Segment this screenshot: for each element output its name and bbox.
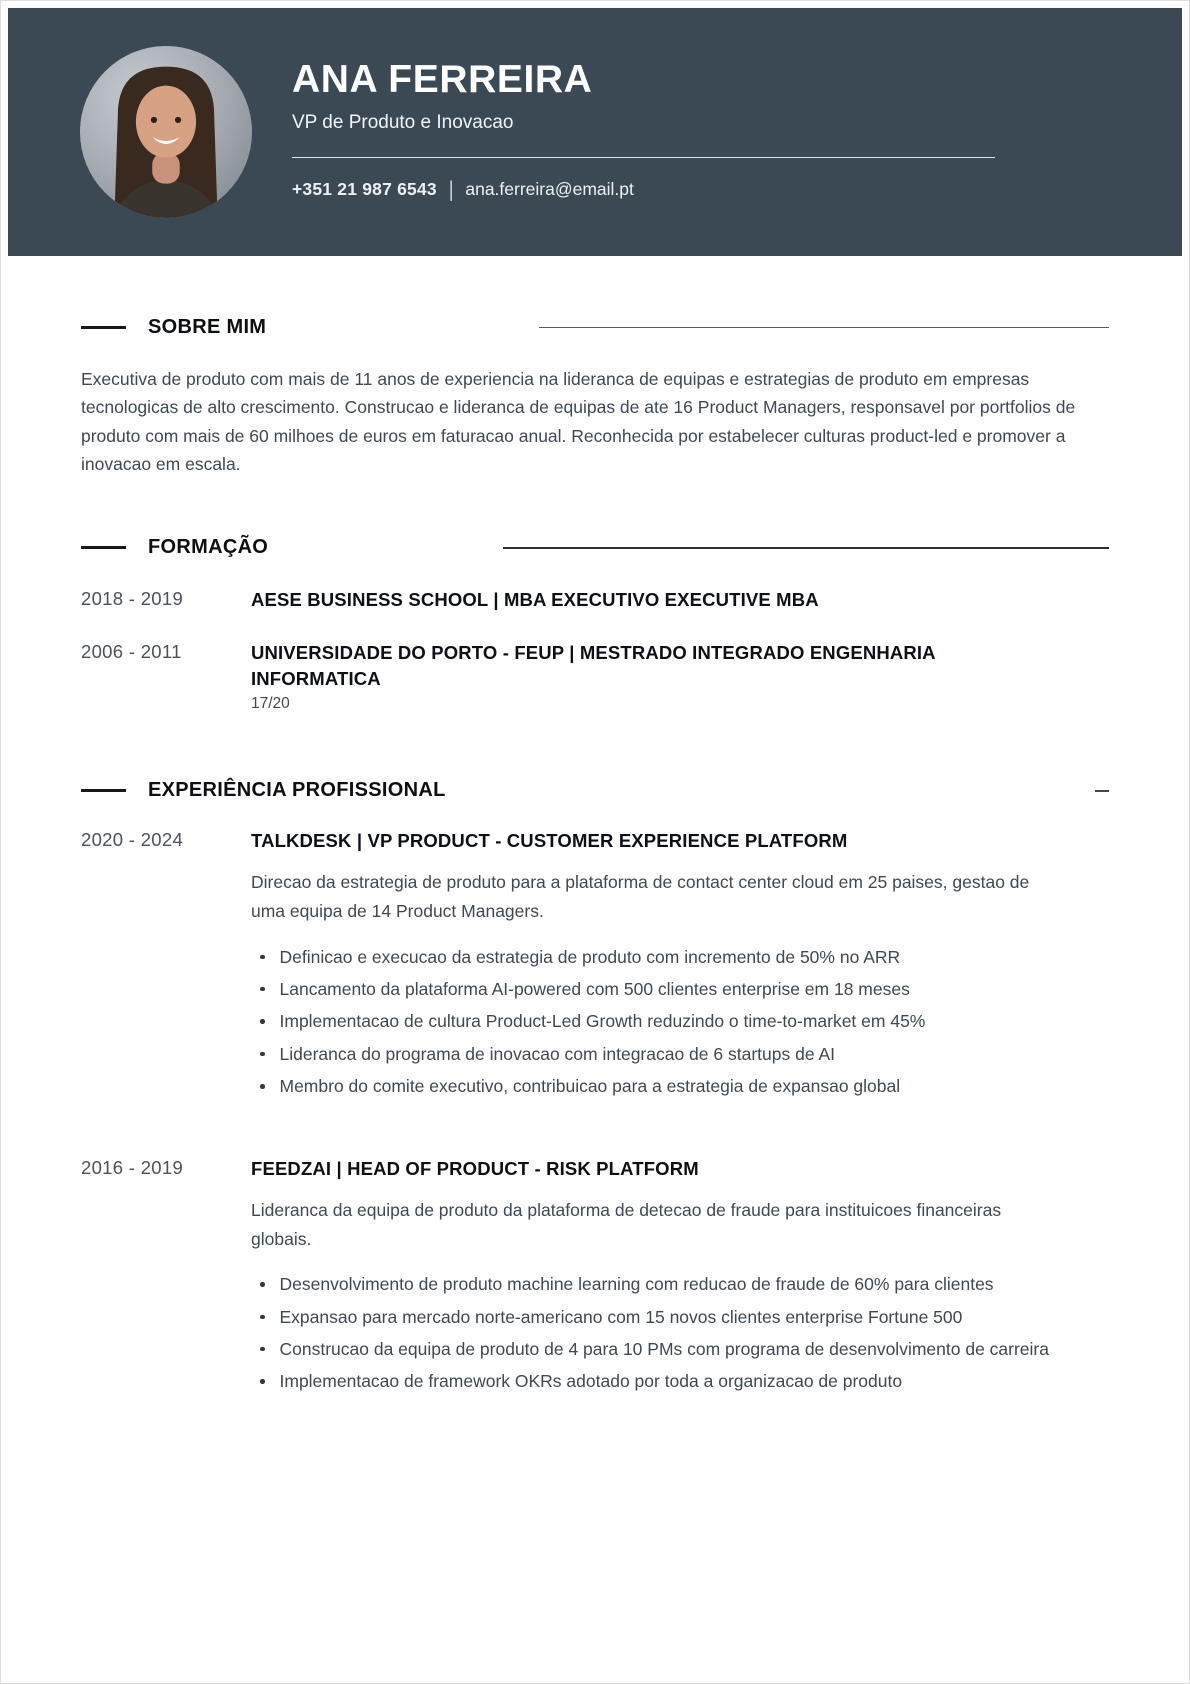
section-rule — [1095, 790, 1109, 792]
bullet-text: Lideranca do programa de inovacao com integracao de 6 startups de AI — [279, 1043, 835, 1064]
section-rule — [539, 327, 1109, 329]
education-item — [81, 640, 1109, 714]
bullet-item — [251, 1269, 1061, 1299]
experience-list — [81, 828, 1109, 1399]
phone-number: +351 21 987 6543 — [292, 179, 437, 200]
experience-period: 2016 - 2019 — [81, 1156, 184, 1178]
bullet-item — [251, 1006, 1061, 1036]
bullet-dot — [260, 1315, 265, 1320]
section-education-header — [81, 536, 1109, 559]
email-address: ana.ferreira@email.pt — [465, 179, 634, 200]
experience-period: 2020 - 2024 — [81, 829, 184, 851]
bullet-text: Definicao e execucao da estrategia de produto com incremento de 50% no ARR — [279, 946, 901, 967]
section-rule — [503, 547, 1109, 549]
section-experience — [81, 779, 1109, 1399]
bullet-item — [251, 1071, 1061, 1101]
bullet-text: Lancamento da plataforma AI-powered com 500 clientes enterprise em 18 meses — [279, 978, 910, 999]
profile-photo-illustration — [80, 46, 252, 218]
experience-detail — [251, 828, 1109, 1104]
bullet-text: Desenvolvimento de produto machine learning com reducao de fraude de 60% para clientes — [279, 1274, 994, 1295]
contact-separator: | — [448, 176, 454, 202]
section-about-header — [81, 316, 1109, 339]
bullet-dot — [260, 955, 265, 960]
education-title: UNIVERSIDADE DO PORTO - FEUP | MESTRADO INTEGRADO ENGENHARIA INFORMATICA — [251, 641, 935, 689]
education-detail — [251, 587, 1109, 613]
bullet-dot — [260, 987, 265, 992]
bullet-text: Implementacao de framework OKRs adotado por toda a organizacao de produto — [279, 1371, 903, 1392]
bullet-item — [251, 1366, 1061, 1396]
section-about-title: SOBRE MIM — [148, 316, 267, 338]
bullet-item — [251, 942, 1061, 972]
header-divider — [292, 157, 995, 158]
education-title: AESE BUSINESS SCHOOL | MBA EXECUTIVO EXECUTIVE MBA — [251, 589, 819, 611]
section-dash-icon — [81, 789, 126, 792]
bullet-dot — [260, 1019, 265, 1024]
section-experience-title: EXPERIÊNCIA PROFISSIONAL — [148, 779, 446, 802]
bullet-dot — [260, 1282, 265, 1287]
bullet-dot — [260, 1379, 265, 1384]
bullet-text: Implementacao de cultura Product-Led Growth reduzindo o time-to-market em 45% — [279, 1011, 926, 1032]
name-heading: ANA FERREIRA — [292, 57, 593, 101]
education-period: 2006 - 2011 — [81, 640, 182, 662]
resume-body — [81, 316, 1109, 1399]
experience-title: TALKDESK | VP PRODUCT - CUSTOMER EXPERIENCE PLATFORM — [251, 830, 848, 852]
profile-photo — [80, 46, 252, 218]
bullet-text: Expansao para mercado norte-americano com 15 novos clientes enterprise Fortune 500 — [279, 1306, 963, 1327]
education-detail — [251, 640, 1109, 714]
section-dash-icon — [81, 546, 126, 549]
bullet-item — [251, 974, 1061, 1004]
header-text-block — [292, 57, 995, 202]
bullet-dot — [260, 1347, 265, 1352]
experience-item — [81, 1156, 1109, 1399]
education-grade: 17/20 — [251, 695, 290, 713]
bullet-item — [251, 1039, 1061, 1069]
bullet-dot — [260, 1052, 265, 1057]
job-title: VP de Produto e Inovacao — [292, 112, 514, 134]
resume-header — [8, 8, 1182, 256]
experience-description: Lideranca da equipa de produto da plataforma de detecao de fraude para instituicoes financeiras globais. — [251, 1199, 1002, 1250]
section-experience-header — [81, 779, 1109, 802]
section-dash-icon — [81, 326, 126, 329]
experience-bullet-list — [251, 1269, 1061, 1397]
experience-bullet-list — [251, 942, 1061, 1102]
experience-item — [81, 828, 1109, 1104]
education-period: 2018 - 2019 — [81, 588, 184, 610]
bullet-text: Construcao da equipa de produto de 4 para 10 PMs com programa de desenvolvimento de carreira — [279, 1338, 1049, 1359]
bullet-dot — [260, 1084, 265, 1089]
experience-description: Direcao da estrategia de produto para a plataforma de contact center cloud em 25 paises, gestao de uma equipa de 14 Product Managers. — [251, 872, 1030, 922]
bullet-text: Membro do comite executivo, contribuicao para a estrategia de expansao global — [279, 1076, 901, 1097]
experience-title: FEEDZAI | HEAD OF PRODUCT - RISK PLATFORM — [251, 1157, 699, 1179]
section-education-title: FORMAÇÃO — [148, 536, 269, 559]
experience-detail — [251, 1156, 1109, 1399]
section-about — [81, 316, 1109, 478]
section-education — [81, 536, 1109, 713]
education-list — [81, 587, 1109, 713]
education-item — [81, 587, 1109, 613]
bullet-item — [251, 1302, 1061, 1332]
bullet-item — [251, 1334, 1061, 1364]
about-paragraph: Executiva de produto com mais de 11 anos de experiencia na lideranca de equipas e estrategias de produto em empresas tecnologicas de alto crescimento. Construcao e lideranca de equipas de ate 16 Product Managers, responsavel por portfolios de produto com mais de 60 milhoes de euros em faturacao anual. Reconhecida por estabelecer culturas product-led e promover a inovacao em escala. — [81, 369, 1076, 475]
contact-line — [292, 176, 995, 202]
